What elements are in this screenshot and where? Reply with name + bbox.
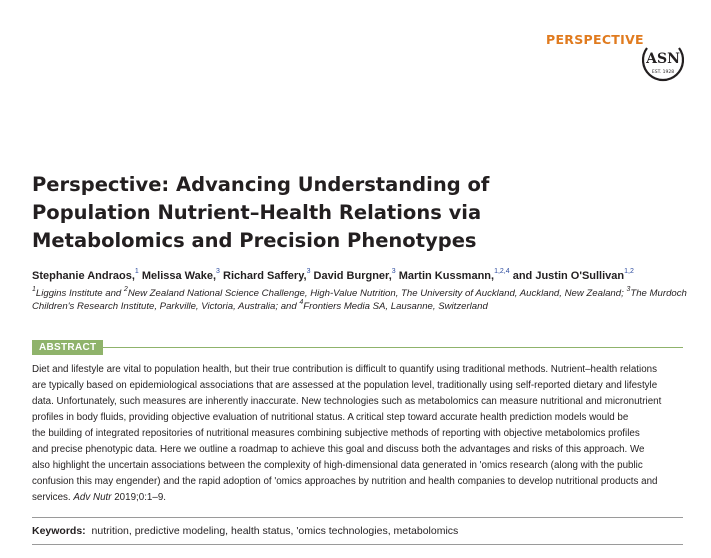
author-affil-ref: 1,2,4 bbox=[494, 268, 510, 276]
article-title bbox=[32, 171, 632, 255]
author-affil-ref: 3 bbox=[216, 268, 220, 276]
logo-text: ASN bbox=[646, 51, 680, 67]
affiliations bbox=[32, 287, 692, 313]
abstract-line bbox=[32, 490, 692, 506]
journal-citation: Adv Nutr bbox=[73, 492, 112, 503]
abstract-line: the building of integrated repositories of nutritional measures combining subjective methods of reporting with objective metabolomics profiles bbox=[32, 428, 640, 439]
author-affil-ref: 1 bbox=[134, 268, 139, 276]
author-affil-ref: 1,2 bbox=[624, 268, 634, 276]
affil-number: 1 bbox=[32, 285, 36, 293]
abstract-heading: ABSTRACT bbox=[32, 340, 103, 355]
affil-number: 2 bbox=[123, 285, 128, 293]
affil-text: Children's Research Institute, Parkville, Victoria, Australia; and bbox=[32, 301, 300, 312]
keywords-bottom-divider bbox=[32, 544, 683, 545]
author-affil-ref: 3 bbox=[391, 268, 396, 276]
affil-text: The Murdoch bbox=[630, 288, 687, 299]
keywords-list: nutrition, predictive modeling, health status, 'omics technologies, metabolomics bbox=[91, 525, 459, 537]
affil-number: 4 bbox=[299, 298, 304, 306]
author-list bbox=[32, 269, 692, 283]
abstract-last-text: services. bbox=[32, 492, 71, 503]
affiliation-line bbox=[32, 287, 692, 300]
keywords-divider bbox=[32, 517, 683, 518]
abstract-line: data. Unfortunately, such measures are inherently inaccurate. New technologies such as metabolomics can measure nutritional and micronutrient bbox=[32, 396, 662, 407]
abstract-line: are typically based on epidemiological associations that are assessed at the population level, traditionally using self-reported dietary and lifestyle bbox=[32, 380, 658, 391]
keywords-label: Keywords: bbox=[32, 525, 86, 537]
abstract-line: Diet and lifestyle are vital to population health, but their true contribution is difficult to quantify using traditional methods. Nutrient–health relations bbox=[32, 364, 658, 375]
author-name: and Justin O'Sullivan bbox=[509, 270, 625, 282]
keywords-section bbox=[32, 524, 458, 538]
affil-text: New Zealand National Science Challenge, High-Value Nutrition, The University of Auckland, Auckland, New Zealand; bbox=[127, 288, 627, 299]
title-line: Metabolomics and Precision Phenotypes bbox=[32, 229, 477, 252]
abstract-line: profiles in body fluids, providing objective evaluation of nutritional status. A critical step toward accurate health prediction models would be bbox=[32, 412, 629, 423]
title-line: Perspective: Advancing Understanding of bbox=[32, 173, 490, 196]
author-name: Richard Saffery, bbox=[219, 270, 307, 282]
citation-detail: 2019;0:1–9. bbox=[111, 492, 166, 503]
abstract-line: confusion this may engender) and the rapid adoption of 'omics approaches by nutrition and health companies to develop nutritional products and bbox=[32, 476, 658, 487]
title-line: Population Nutrient–Health Relations via bbox=[32, 201, 482, 224]
abstract-line: also highlight the uncertain associations between the complexity of high-dimensional data generated in 'omics research (along with the public bbox=[32, 460, 643, 471]
abstract-divider bbox=[32, 347, 683, 348]
author-affil-ref: 3 bbox=[306, 268, 311, 276]
affiliation-line bbox=[32, 300, 692, 313]
author-name: Melissa Wake, bbox=[138, 270, 217, 282]
abstract-body bbox=[32, 362, 692, 506]
affil-number: 3 bbox=[626, 285, 631, 293]
logo-subtext: EST. 1928 bbox=[651, 70, 675, 75]
affil-text: Frontiers Media SA, Lausanne, Switzerland bbox=[303, 301, 488, 312]
author-name: Martin Kussmann, bbox=[395, 270, 495, 282]
author-name: Stephanie Andraos, bbox=[32, 270, 135, 282]
abstract-line: and precise phenotypic data. Here we outline a roadmap to achieve this goal and discuss both the advantages and risks of this approach. We bbox=[32, 444, 645, 455]
asn-logo bbox=[640, 36, 686, 82]
affil-text: Liggins Institute and bbox=[35, 288, 124, 299]
section-label: PERSPECTIVE bbox=[546, 32, 644, 47]
author-name: David Burgner, bbox=[310, 270, 392, 282]
